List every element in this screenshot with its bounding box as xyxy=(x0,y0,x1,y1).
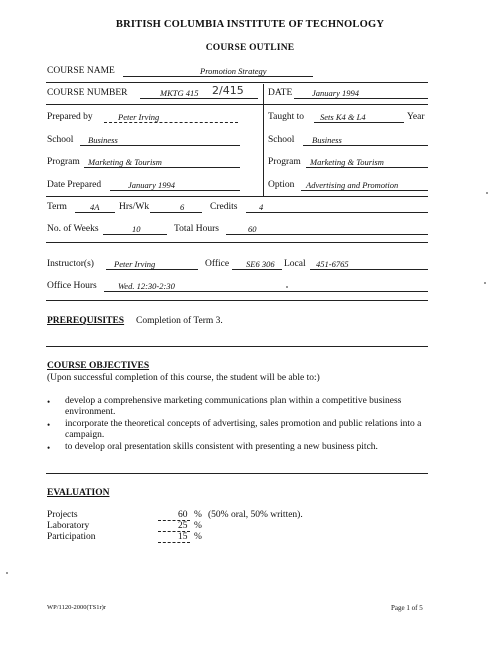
evaluation-row-percent: % xyxy=(194,521,202,531)
speck-mark xyxy=(286,286,288,288)
divider-hours xyxy=(46,242,428,243)
document-title: COURSE OUTLINE xyxy=(205,43,295,53)
bullet-marker: • xyxy=(47,443,51,453)
evaluation-row-percent: % xyxy=(194,532,202,542)
objectives-heading: COURSE OBJECTIVES xyxy=(47,361,150,371)
evaluation-row-label: Laboratory xyxy=(47,521,90,531)
total-hours-underline xyxy=(226,234,428,235)
objective-item: develop a comprehensive marketing communications plan within a competitive business environment. xyxy=(65,396,402,417)
local-label: Local xyxy=(284,259,306,269)
date-prepared-underline xyxy=(110,190,240,191)
divider-prerequisites xyxy=(46,346,428,347)
hrs-wk-underline xyxy=(150,212,202,213)
objectives-intro: (Upon successful completion of this course, the student will be able to:) xyxy=(47,373,320,383)
divider-objectives xyxy=(46,473,428,474)
office-hours-underline xyxy=(104,291,428,292)
speck-mark xyxy=(6,572,8,574)
taught-to-year: Year xyxy=(407,112,425,122)
program-right-underline xyxy=(306,167,428,168)
column-separator xyxy=(263,84,264,196)
option-value: Advertising and Promotion xyxy=(306,180,399,190)
hrs-wk-label: Hrs/Wk xyxy=(119,202,150,212)
weeks-underline xyxy=(103,234,167,235)
office-value: SE6 306 xyxy=(246,259,275,269)
course-name-label: COURSE NAME xyxy=(47,66,115,76)
course-number-label: COURSE NUMBER xyxy=(47,88,128,98)
evaluation-row-value: 25 xyxy=(178,521,188,531)
date-prepared-value: January 1994 xyxy=(128,180,175,190)
date-label: DATE xyxy=(268,88,293,98)
evaluation-row-label: Participation xyxy=(47,532,96,542)
option-label: Option xyxy=(268,180,295,190)
taught-to-underline xyxy=(314,122,404,123)
instructor-label: Instructor(s) xyxy=(47,259,94,269)
evaluation-row-underline xyxy=(158,542,190,543)
prerequisites-heading: PREREQUISITES xyxy=(47,316,125,326)
program-right-value: Marketing & Tourism xyxy=(310,157,384,167)
local-underline xyxy=(310,269,428,270)
school-left-underline xyxy=(80,145,240,146)
credits-underline xyxy=(246,212,428,213)
date-value: January 1994 xyxy=(312,88,359,98)
divider-office-hours xyxy=(46,300,428,301)
page-number: Page 1 of 5 xyxy=(391,604,423,612)
evaluation-row-value: 15 xyxy=(178,532,188,542)
evaluation-row-value: 60 xyxy=(178,510,188,520)
instructor-value: Peter Irving xyxy=(114,259,156,269)
handwritten-course-number: 2/415 xyxy=(212,84,244,97)
school-right-value: Business xyxy=(312,135,342,145)
bullet-marker: • xyxy=(47,397,51,407)
bullet-marker: • xyxy=(47,420,51,430)
local-value: 451-6765 xyxy=(316,259,349,269)
speck-mark xyxy=(484,282,486,284)
course-name-underline xyxy=(123,76,313,77)
total-hours-label: Total Hours xyxy=(174,224,219,234)
course-number-value: MKTG 415 xyxy=(160,88,199,98)
evaluation-row-percent: % xyxy=(194,510,202,520)
date-underline xyxy=(294,98,428,99)
divider-two-column xyxy=(46,196,428,197)
term-underline xyxy=(75,212,115,213)
speck-mark xyxy=(486,192,488,194)
program-right-label: Program xyxy=(268,157,301,167)
institution-title: BRITISH COLUMBIA INSTITUTE OF TECHNOLOGY xyxy=(115,19,385,30)
term-value: 4A xyxy=(90,202,100,212)
school-left-label: School xyxy=(47,135,74,145)
total-hours-value: 60 xyxy=(248,224,257,234)
program-left-value: Marketing & Tourism xyxy=(88,157,162,167)
taught-to-label: Taught to xyxy=(268,112,305,122)
course-number-underline xyxy=(140,98,258,99)
credits-label: Credits xyxy=(210,202,238,212)
prepared-by-underline xyxy=(104,122,238,123)
evaluation-row-label: Projects xyxy=(47,510,78,520)
school-right-label: School xyxy=(268,135,295,145)
divider-top xyxy=(46,82,428,83)
course-name-value: Promotion Strategy xyxy=(200,66,267,76)
evaluation-heading: EVALUATION xyxy=(47,488,110,498)
weeks-value: 10 xyxy=(132,224,141,234)
prepared-by-value: Peter Irving xyxy=(118,112,160,122)
office-underline xyxy=(232,269,282,270)
form-code: WP/1120-2000(TS1r)r xyxy=(47,604,106,611)
prerequisites-text: Completion of Term 3. xyxy=(136,316,223,326)
objective-item: to develop oral presentation skills consistent with presenting a new business pitch. xyxy=(65,442,378,452)
office-hours-value: Wed. 12:30-2:30 xyxy=(118,281,175,291)
instructor-underline xyxy=(106,269,198,270)
evaluation-row-note: (50% oral, 50% written). xyxy=(208,510,303,520)
term-label: Term xyxy=(47,202,67,212)
weeks-label: No. of Weeks xyxy=(47,224,99,234)
office-label: Office xyxy=(205,259,230,269)
option-underline xyxy=(301,190,428,191)
taught-to-value: Sets K4 & L4 xyxy=(320,112,366,122)
divider-course-number xyxy=(46,104,428,105)
office-hours-label: Office Hours xyxy=(47,281,97,291)
prepared-by-label: Prepared by xyxy=(47,112,93,122)
credits-value: 4 xyxy=(259,202,264,212)
date-prepared-label: Date Prepared xyxy=(47,180,102,190)
school-right-underline xyxy=(303,145,428,146)
program-left-underline xyxy=(84,167,240,168)
school-left-value: Business xyxy=(88,135,118,145)
program-left-label: Program xyxy=(47,157,80,167)
objective-item: incorporate the theoretical concepts of advertising, sales promotion and public relations into a campaign. xyxy=(65,419,422,440)
hrs-wk-value: 6 xyxy=(180,202,185,212)
